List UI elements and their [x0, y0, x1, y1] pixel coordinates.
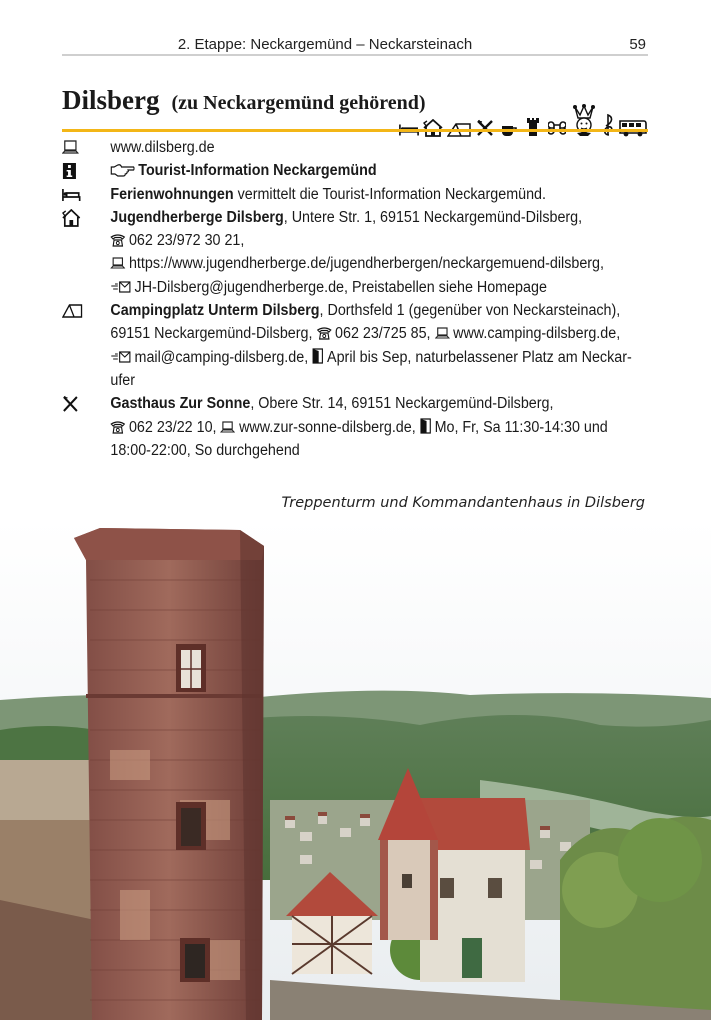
photo-caption: Treppenturm und Kommandantenhaus in Dilsberg — [281, 495, 645, 511]
restaurant-hours: Mo, Fr, Sa 11:30-14:30 und — [434, 418, 608, 436]
title-rule — [62, 129, 648, 132]
email-icon — [110, 348, 130, 362]
youth-hostel-address: , Untere Str. 1, 69151 Neckargemünd-Dilsberg, — [283, 208, 583, 226]
cutlery-icon — [475, 113, 495, 137]
restaurant-url[interactable]: www.zur-sonne-dilsberg.de, — [239, 418, 416, 436]
youth-hostel-email[interactable]: JH-Dilsberg@jugendherberge.de, Preistabellen siehe Homepage — [134, 278, 547, 296]
camping-address: , Dorthsfeld 1 (gegenüber von Neckarsteinach), — [319, 302, 621, 320]
restaurant-name: Gasthaus Zur Sonne — [110, 395, 251, 413]
running-header-title: 2. Etappe: Neckargemünd – Neckarsteinach — [177, 36, 473, 53]
camping-entry — [62, 299, 648, 392]
camping-city: 69151 Neckargemünd-Dilsberg, — [110, 325, 313, 343]
youth-hostel-entry — [62, 206, 648, 299]
castle-tower-icon — [523, 113, 543, 137]
place-name: Dilsberg — [62, 85, 160, 115]
bed-icon — [399, 113, 419, 137]
bed-icon — [62, 186, 79, 204]
dilsberg-photo — [0, 520, 711, 1020]
camping-season: April bis Sep, naturbelassener Platz am Neckar- — [327, 348, 632, 366]
computer-icon — [110, 254, 125, 268]
holiday-flats-name: Ferienwohnungen — [110, 185, 234, 203]
youth-hostel-phone[interactable]: 062 23/972 30 21, — [128, 232, 245, 250]
hostel-icon — [62, 209, 79, 227]
restaurant-entry — [62, 392, 648, 462]
computer-icon — [62, 139, 79, 157]
page-number: 59 — [629, 36, 646, 53]
computer-icon — [220, 418, 235, 432]
restaurant-hours-cont: 18:00-22:00, So durchgehend — [110, 441, 300, 459]
phone-icon — [316, 324, 331, 338]
door-icon — [420, 418, 431, 432]
command-key-icon — [547, 113, 567, 137]
website-link[interactable]: www.dilsberg.de — [110, 139, 215, 156]
computer-icon — [435, 324, 450, 338]
email-icon — [110, 278, 130, 292]
website-entry — [62, 136, 648, 159]
phone-icon — [110, 418, 125, 432]
running-header — [62, 34, 648, 56]
phone-icon — [110, 231, 125, 245]
music-note-icon — [601, 113, 615, 137]
tourist-info-entry — [62, 159, 648, 182]
coffee-cup-icon — [499, 113, 519, 137]
hostel-icon — [423, 113, 443, 137]
restaurant-address: , Obere Str. 14, 69151 Neckargemünd-Dilsberg, — [250, 395, 554, 413]
place-subtitle: (zu Neckargemünd gehörend) — [171, 92, 426, 114]
holiday-flats-entry — [62, 183, 648, 206]
camping-email[interactable]: mail@camping-dilsberg.de, — [134, 348, 309, 366]
camping-name: Campingplatz Unterm Dilsberg — [110, 302, 320, 320]
pointing-hand-icon — [110, 161, 134, 175]
youth-hostel-url[interactable]: https://www.jugendherberge.de/jugendherbergen/neckargemuend-dilsberg, — [128, 255, 605, 273]
tent-icon — [447, 113, 471, 137]
cutlery-icon — [62, 395, 79, 413]
section-title — [62, 80, 426, 117]
door-icon — [312, 348, 323, 362]
landscape-image — [0, 520, 711, 1020]
camping-url[interactable]: www.camping-dilsberg.de, — [453, 325, 621, 343]
listing-entries — [62, 136, 648, 462]
holiday-flats-text: vermittelt die Tourist-Information Neckargemünd. — [233, 185, 546, 203]
info-icon — [62, 162, 79, 180]
youth-hostel-name: Jugendherberge Dilsberg — [110, 208, 284, 226]
bus-icon — [619, 113, 647, 137]
camping-phone[interactable]: 062 23/725 85, — [335, 325, 431, 343]
tourist-info-name[interactable]: Tourist-Information Neckargemünd — [138, 162, 377, 180]
header-rule — [62, 54, 648, 56]
restaurant-phone[interactable]: 062 23/22 10, — [128, 418, 217, 436]
camping-season-cont: ufer — [110, 371, 136, 389]
tent-icon — [62, 302, 79, 320]
